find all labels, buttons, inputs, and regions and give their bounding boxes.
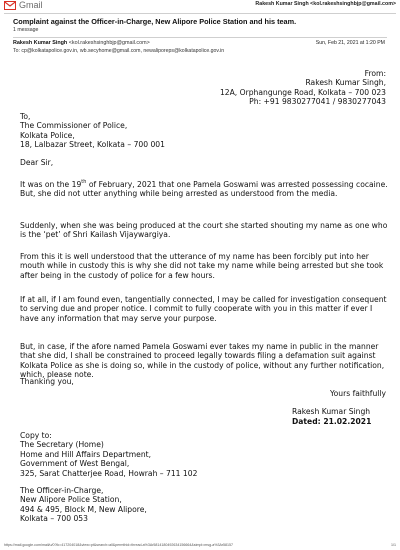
header-divider <box>4 13 396 14</box>
copy-line-3: Government of West Bengal, <box>20 459 130 469</box>
from-name: Rakesh Kumar Singh, <box>305 78 386 88</box>
from-label: From: <box>364 69 386 78</box>
salutation: Dear Sir, <box>20 158 54 167</box>
paragraph-2: Suddenly, when she was being produced at the court she started shouting my name as one who is the ‘pet’ of Shri Kailash Vijaywargiya. <box>20 221 388 240</box>
to-line-1: The Commissioner of Police, <box>20 121 128 131</box>
gmail-logo <box>4 0 43 10</box>
sender-line <box>13 40 150 46</box>
print-page-number: 1/1 <box>391 543 396 547</box>
to-label: To, <box>20 112 31 121</box>
paragraph-1 <box>20 180 392 199</box>
from-address-block <box>220 69 386 107</box>
account-label: Rakesh Kumar Singh <kol.rakeshsinghbjp@gmail.com> <box>255 1 396 7</box>
paragraph-4: If at all, if I am found even, tangentially connected, I may be called for investigation consequent to serving due and proper notice. I commit to fully cooperate with you in this matter if ever I have any information that may serve your purpose. <box>20 295 387 323</box>
email-datetime: Sun, Feb 21, 2021 at 1:20 PM <box>315 40 385 46</box>
to-line-3: 18, Lalbazar Street, Kolkata – 700 001 <box>20 140 165 150</box>
paragraph-5: But, in case, if the afore named Pamela Goswami ever takes my name in public in the manner that she did, I shall be constrained to proceed legally towards filing a defamation suit against Kolkata Police as she is doing so, while in the custody of police, without any further notification, which, please note. <box>20 342 385 380</box>
oc-line-2: New Alipore Police Station, <box>20 495 122 505</box>
oc-line-3: 494 & 495, Block M, New Alipore, <box>20 504 147 514</box>
gmail-header-bar <box>0 0 400 12</box>
sender-email: <kol.rakeshsinghbjp@gmail.com> <box>68 40 150 46</box>
paragraph-3: From this it is well understood that the utterance of my name has been forcibly put into her mouth while in custody this is why she did not take my name while being arrested but she took after being in the custody of police for a few hours. <box>20 252 384 280</box>
copy-line-1: The Secretary (Home) <box>20 440 104 450</box>
thanks-line: Thanking you, <box>20 377 74 386</box>
email-subject: Complaint against the Officer-in-Charge, New Alipore Police Station and his team. <box>13 17 297 26</box>
to-line-2: Kolkata Police, <box>20 130 75 140</box>
copy-label: Copy to: <box>20 431 52 440</box>
copy-to-block <box>20 431 197 478</box>
sender-name: Rakesh Kumar Singh <box>13 40 68 46</box>
signer-name: Rakesh Kumar Singh <box>292 407 371 416</box>
gmail-brand-text: Gmail <box>19 0 43 10</box>
print-footer-url: https://mail.google.com/mail/u/0?ik=417204018&view=pt&search=all&permthid=thread-a%3Ar5814180492634156664&simpl=msg-a%3Ar58157 <box>4 543 234 547</box>
from-phone: Ph: +91 9830277041 / 9830277043 <box>249 97 386 107</box>
from-address: 12A, Orphangunge Road, Kolkata – 700 023 <box>219 87 386 97</box>
paragraph-1-superscript: th <box>81 179 87 185</box>
paragraph-1-rest: of February, 2021 that one Pamela Goswami was arrested possessing cocaine. But, she did not utter anything while being arrested as understood from the media. <box>20 180 388 199</box>
recipients-line: To: cp@kolkatapolice.gov.in, wb.secyhome@gmail.com, newaliporeps@kolkatapolice.gov.in <box>13 48 225 54</box>
copy-line-4: 325, Sarat Chatterjee Road, Howrah – 711 102 <box>20 468 198 478</box>
subject-divider <box>13 37 387 38</box>
closing-line: Yours faithfully <box>329 389 386 398</box>
copy-line-2: Home and Hill Affairs Department, <box>20 449 152 459</box>
gmail-envelope-icon <box>4 1 16 10</box>
oc-line-1: The Officer-in-Charge, <box>20 486 104 495</box>
message-count: 1 message <box>13 27 39 33</box>
letter-date: Dated: 21.02.2021 <box>292 417 372 426</box>
paragraph-1-start: It was on the 19 <box>20 180 82 189</box>
oc-line-4: Kolkata – 700 053 <box>20 514 88 524</box>
officer-in-charge-block <box>20 486 147 524</box>
to-address-block <box>20 112 165 150</box>
